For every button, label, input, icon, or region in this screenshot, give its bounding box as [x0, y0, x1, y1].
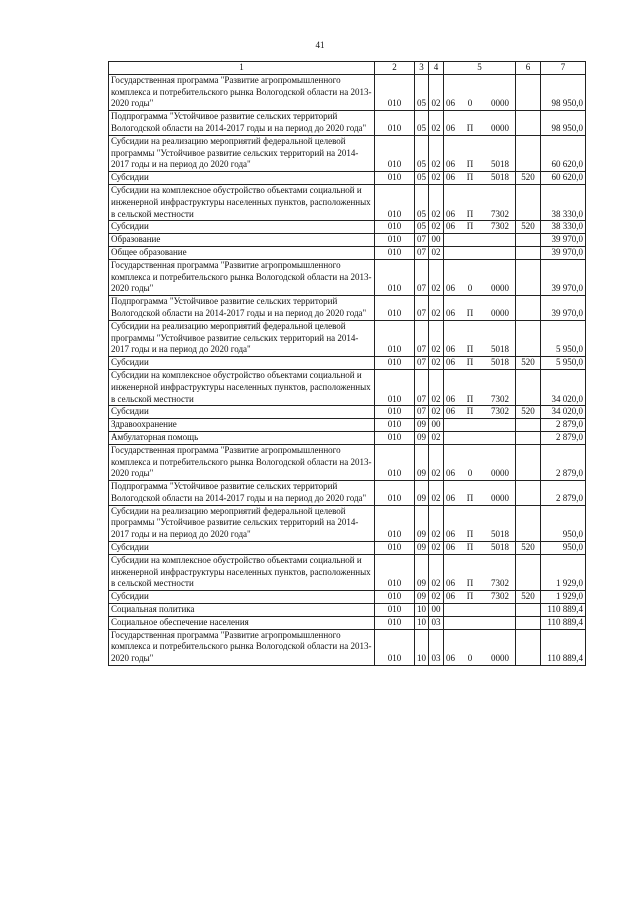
csr-code: 0000 — [491, 307, 509, 318]
row-name: Субсидии — [109, 542, 375, 555]
row-podrazdel: 02 — [429, 591, 444, 604]
csr-code: 0000 — [491, 98, 509, 109]
csr-program: 06 — [446, 221, 455, 232]
row-vedomstvo: 010 — [375, 172, 415, 185]
csr-program: 06 — [446, 653, 455, 664]
csr-code: 5018 — [491, 344, 509, 355]
row-expense-type: 520 — [516, 221, 541, 234]
row-target-article — [444, 246, 516, 259]
row-expense-type: 520 — [516, 357, 541, 370]
csr-subprogram: П — [466, 172, 474, 183]
row-podrazdel: 02 — [429, 444, 444, 480]
row-name: Здравоохранение — [109, 419, 375, 432]
row-target-article — [444, 320, 516, 356]
row-expense-type — [516, 259, 541, 295]
table-row — [109, 419, 586, 432]
row-expense-type: 520 — [516, 406, 541, 419]
row-podrazdel: 02 — [429, 74, 444, 110]
table-row — [109, 431, 586, 444]
row-expense-type — [516, 246, 541, 259]
row-expense-type: 520 — [516, 542, 541, 555]
row-target-article — [444, 74, 516, 110]
csr-subprogram: 0 — [467, 98, 473, 109]
row-razdel: 07 — [415, 259, 429, 295]
header-col-5: 5 — [444, 62, 516, 75]
row-target-article — [444, 629, 516, 665]
table-row — [109, 591, 586, 604]
csr-subprogram: 0 — [467, 653, 473, 664]
row-amount: 5 950,0 — [541, 320, 586, 356]
row-target-article — [444, 444, 516, 480]
row-target-article — [444, 172, 516, 185]
table-row — [109, 505, 586, 541]
row-name: Государственная программа "Развитие агропромышленного комплекса и потребительского рынка Вологодской области на 2013-2020 годы" — [109, 629, 375, 665]
row-podrazdel: 02 — [429, 259, 444, 295]
csr-subprogram: П — [466, 307, 474, 318]
row-vedomstvo: 010 — [375, 616, 415, 629]
row-expense-type — [516, 505, 541, 541]
row-amount: 2 879,0 — [541, 444, 586, 480]
row-expense-type — [516, 616, 541, 629]
csr-program: 06 — [446, 208, 455, 219]
row-razdel: 07 — [415, 369, 429, 405]
row-target-article — [444, 184, 516, 220]
table-body — [109, 62, 586, 666]
table-row — [109, 172, 586, 185]
csr-program: 06 — [446, 159, 455, 170]
row-vedomstvo: 010 — [375, 369, 415, 405]
row-razdel: 09 — [415, 542, 429, 555]
csr-program: 06 — [446, 393, 455, 404]
row-expense-type — [516, 184, 541, 220]
csr-subprogram: П — [466, 542, 474, 553]
row-amount: 98 950,0 — [541, 111, 586, 136]
row-name: Субсидии — [109, 221, 375, 234]
row-podrazdel: 02 — [429, 296, 444, 321]
row-vedomstvo: 010 — [375, 184, 415, 220]
row-expense-type — [516, 604, 541, 617]
row-name: Амбулаторная помощь — [109, 431, 375, 444]
csr-code: 7302 — [491, 221, 509, 232]
row-podrazdel: 00 — [429, 419, 444, 432]
csr-code: 0000 — [491, 468, 509, 479]
row-vedomstvo: 010 — [375, 431, 415, 444]
table-row — [109, 604, 586, 617]
row-podrazdel: 02 — [429, 431, 444, 444]
row-vedomstvo: 010 — [375, 357, 415, 370]
csr-subprogram: П — [466, 406, 474, 417]
csr-program: 06 — [446, 307, 455, 318]
csr-code: 5018 — [491, 529, 509, 540]
row-name: Субсидии на комплексное обустройство объектами социальной и инженерной инфраструктуры населенных пунктов, расположенных в сельской местности — [109, 554, 375, 590]
csr-program: 06 — [446, 122, 455, 133]
table-row — [109, 357, 586, 370]
row-target-article — [444, 481, 516, 506]
row-podrazdel: 03 — [429, 629, 444, 665]
table-row — [109, 296, 586, 321]
row-target-article — [444, 591, 516, 604]
row-expense-type: 520 — [516, 591, 541, 604]
row-razdel: 10 — [415, 604, 429, 617]
row-name: Государственная программа "Развитие агропромышленного комплекса и потребительского рынка Вологодской области на 2013-2020 годы" — [109, 444, 375, 480]
row-razdel: 07 — [415, 234, 429, 247]
row-vedomstvo: 010 — [375, 320, 415, 356]
row-razdel: 09 — [415, 554, 429, 590]
row-vedomstvo: 010 — [375, 234, 415, 247]
row-name: Субсидии — [109, 172, 375, 185]
row-amount: 39 970,0 — [541, 296, 586, 321]
csr-code: 7302 — [491, 591, 509, 602]
row-vedomstvo: 010 — [375, 554, 415, 590]
row-vedomstvo: 010 — [375, 629, 415, 665]
table-row — [109, 135, 586, 171]
csr-program: 06 — [446, 468, 455, 479]
row-name: Общее образование — [109, 246, 375, 259]
csr-program: 06 — [446, 357, 455, 368]
budget-table — [108, 61, 586, 666]
row-amount: 39 970,0 — [541, 234, 586, 247]
row-name: Субсидии на реализацию мероприятий федеральной целевой программы "Устойчивое развитие сельских территорий на 2014-2017 годы и на период до 2020 года" — [109, 505, 375, 541]
page-number: 41 — [315, 40, 325, 50]
row-vedomstvo: 010 — [375, 481, 415, 506]
row-name: Субсидии на комплексное обустройство объектами социальной и инженерной инфраструктуры населенных пунктов, расположенных в сельской местности — [109, 184, 375, 220]
row-razdel: 10 — [415, 616, 429, 629]
table-header-row — [109, 62, 586, 75]
table-row — [109, 616, 586, 629]
row-podrazdel: 02 — [429, 542, 444, 555]
row-target-article — [444, 259, 516, 295]
table-row — [109, 74, 586, 110]
row-razdel: 09 — [415, 419, 429, 432]
row-amount: 950,0 — [541, 542, 586, 555]
row-name: Социальное обеспечение населения — [109, 616, 375, 629]
csr-code: 0000 — [491, 122, 509, 133]
row-amount: 39 970,0 — [541, 246, 586, 259]
csr-subprogram: П — [466, 393, 474, 404]
row-expense-type — [516, 135, 541, 171]
row-name: Социальная политика — [109, 604, 375, 617]
row-target-article — [444, 111, 516, 136]
row-amount: 60 620,0 — [541, 172, 586, 185]
row-expense-type — [516, 431, 541, 444]
row-amount: 2 879,0 — [541, 431, 586, 444]
row-podrazdel: 02 — [429, 221, 444, 234]
table-row — [109, 234, 586, 247]
csr-subprogram: П — [466, 591, 474, 602]
table-row — [109, 320, 586, 356]
csr-subprogram: П — [466, 357, 474, 368]
row-vedomstvo: 010 — [375, 259, 415, 295]
row-amount: 38 330,0 — [541, 221, 586, 234]
row-amount: 5 950,0 — [541, 357, 586, 370]
row-vedomstvo: 010 — [375, 111, 415, 136]
header-col-2: 2 — [375, 62, 415, 75]
row-vedomstvo: 010 — [375, 505, 415, 541]
row-podrazdel: 02 — [429, 357, 444, 370]
csr-code: 0000 — [491, 492, 509, 503]
row-razdel: 09 — [415, 444, 429, 480]
row-target-article — [444, 431, 516, 444]
row-vedomstvo: 010 — [375, 296, 415, 321]
csr-subprogram: П — [466, 208, 474, 219]
row-expense-type — [516, 111, 541, 136]
row-expense-type — [516, 444, 541, 480]
table-row — [109, 444, 586, 480]
row-podrazdel: 02 — [429, 111, 444, 136]
row-target-article — [444, 406, 516, 419]
row-amount: 60 620,0 — [541, 135, 586, 171]
row-razdel: 05 — [415, 111, 429, 136]
row-podrazdel: 02 — [429, 172, 444, 185]
row-vedomstvo: 010 — [375, 246, 415, 259]
row-podrazdel: 02 — [429, 184, 444, 220]
row-vedomstvo: 010 — [375, 591, 415, 604]
table-row — [109, 481, 586, 506]
row-expense-type — [516, 369, 541, 405]
csr-code: 7302 — [491, 406, 509, 417]
row-name: Субсидии на реализацию мероприятий федеральной целевой программы "Устойчивое развитие сельских территорий на 2014-2017 годы и на период до 2020 года" — [109, 135, 375, 171]
csr-program: 06 — [446, 492, 455, 503]
row-name: Субсидии — [109, 406, 375, 419]
csr-code: 5018 — [491, 159, 509, 170]
table-row — [109, 246, 586, 259]
row-podrazdel: 03 — [429, 616, 444, 629]
header-col-7: 7 — [541, 62, 586, 75]
row-podrazdel: 02 — [429, 320, 444, 356]
row-razdel: 10 — [415, 629, 429, 665]
row-razdel: 05 — [415, 135, 429, 171]
row-expense-type — [516, 320, 541, 356]
csr-subprogram: П — [466, 344, 474, 355]
csr-subprogram: П — [466, 578, 474, 589]
row-expense-type — [516, 74, 541, 110]
row-razdel: 07 — [415, 406, 429, 419]
table-row — [109, 629, 586, 665]
row-target-article — [444, 542, 516, 555]
header-col-1: 1 — [109, 62, 375, 75]
header-col-4: 4 — [429, 62, 444, 75]
row-vedomstvo: 010 — [375, 542, 415, 555]
row-amount: 2 879,0 — [541, 419, 586, 432]
row-amount: 1 929,0 — [541, 554, 586, 590]
row-amount: 34 020,0 — [541, 406, 586, 419]
row-expense-type — [516, 629, 541, 665]
row-name: Подпрограмма "Устойчивое развитие сельских территорий Вологодской области на 2014-2017 годы и на период до 2020 года" — [109, 111, 375, 136]
row-razdel: 09 — [415, 505, 429, 541]
row-amount: 38 330,0 — [541, 184, 586, 220]
row-name: Образование — [109, 234, 375, 247]
csr-program: 06 — [446, 283, 455, 294]
row-razdel: 07 — [415, 296, 429, 321]
row-razdel: 05 — [415, 172, 429, 185]
row-expense-type — [516, 554, 541, 590]
csr-subprogram: П — [466, 221, 474, 232]
row-podrazdel: 02 — [429, 135, 444, 171]
row-name: Субсидии на реализацию мероприятий федеральной целевой программы "Устойчивое развитие сельских территорий на 2014-2017 годы и на период до 2020 года" — [109, 320, 375, 356]
row-amount: 39 970,0 — [541, 259, 586, 295]
row-name: Субсидии — [109, 357, 375, 370]
row-vedomstvo: 010 — [375, 444, 415, 480]
csr-program: 06 — [446, 591, 455, 602]
row-podrazdel: 02 — [429, 246, 444, 259]
row-podrazdel: 00 — [429, 604, 444, 617]
csr-subprogram: 0 — [467, 283, 473, 294]
row-razdel: 07 — [415, 246, 429, 259]
row-razdel: 05 — [415, 74, 429, 110]
row-amount: 34 020,0 — [541, 369, 586, 405]
table-row — [109, 406, 586, 419]
row-target-article — [444, 505, 516, 541]
csr-program: 06 — [446, 98, 455, 109]
row-podrazdel: 02 — [429, 554, 444, 590]
csr-code: 5018 — [491, 172, 509, 183]
row-razdel: 07 — [415, 357, 429, 370]
table-row — [109, 184, 586, 220]
csr-code: 0000 — [491, 653, 509, 664]
row-podrazdel: 02 — [429, 369, 444, 405]
row-razdel: 09 — [415, 591, 429, 604]
row-name: Государственная программа "Развитие агропромышленного комплекса и потребительского рынка Вологодской области на 2013-2020 годы" — [109, 259, 375, 295]
row-expense-type — [516, 481, 541, 506]
row-expense-type: 520 — [516, 172, 541, 185]
row-target-article — [444, 616, 516, 629]
row-podrazdel: 02 — [429, 505, 444, 541]
csr-subprogram: П — [466, 529, 474, 540]
table-row — [109, 369, 586, 405]
row-razdel: 09 — [415, 431, 429, 444]
row-amount: 2 879,0 — [541, 481, 586, 506]
csr-program: 06 — [446, 529, 455, 540]
csr-code: 0000 — [491, 283, 509, 294]
table-row — [109, 259, 586, 295]
row-target-article — [444, 135, 516, 171]
row-target-article — [444, 604, 516, 617]
row-vedomstvo: 010 — [375, 135, 415, 171]
row-vedomstvo: 010 — [375, 221, 415, 234]
csr-subprogram: П — [466, 122, 474, 133]
row-vedomstvo: 010 — [375, 406, 415, 419]
row-expense-type — [516, 419, 541, 432]
table-row — [109, 111, 586, 136]
csr-program: 06 — [446, 406, 455, 417]
row-target-article — [444, 221, 516, 234]
row-name: Субсидии — [109, 591, 375, 604]
row-vedomstvo: 010 — [375, 419, 415, 432]
csr-code: 5018 — [491, 357, 509, 368]
csr-program: 06 — [446, 542, 455, 553]
row-name: Субсидии на комплексное обустройство объектами социальной и инженерной инфраструктуры населенных пунктов, расположенных в сельской местности — [109, 369, 375, 405]
row-amount: 110 889,4 — [541, 604, 586, 617]
row-razdel: 05 — [415, 221, 429, 234]
row-razdel: 07 — [415, 320, 429, 356]
row-target-article — [444, 234, 516, 247]
row-name: Подпрограмма "Устойчивое развитие сельских территорий Вологодской области на 2014-2017 годы и на период до 2020 года" — [109, 481, 375, 506]
row-amount: 950,0 — [541, 505, 586, 541]
row-expense-type — [516, 296, 541, 321]
row-target-article — [444, 419, 516, 432]
row-amount: 1 929,0 — [541, 591, 586, 604]
csr-program: 06 — [446, 172, 455, 183]
csr-code: 7302 — [491, 208, 509, 219]
row-name: Подпрограмма "Устойчивое развитие сельских территорий Вологодской области на 2014-2017 годы и на период до 2020 года" — [109, 296, 375, 321]
row-target-article — [444, 554, 516, 590]
csr-program: 06 — [446, 344, 455, 355]
row-target-article — [444, 357, 516, 370]
header-col-3: 3 — [415, 62, 429, 75]
csr-subprogram: П — [466, 492, 474, 503]
row-name: Государственная программа "Развитие агропромышленного комплекса и потребительского рынка Вологодской области на 2013-2020 годы" — [109, 74, 375, 110]
table-row — [109, 542, 586, 555]
csr-subprogram: П — [466, 159, 474, 170]
row-expense-type — [516, 234, 541, 247]
row-podrazdel: 02 — [429, 481, 444, 506]
row-vedomstvo: 010 — [375, 604, 415, 617]
row-razdel: 05 — [415, 184, 429, 220]
row-amount: 110 889,4 — [541, 629, 586, 665]
row-razdel: 09 — [415, 481, 429, 506]
row-podrazdel: 00 — [429, 234, 444, 247]
csr-program: 06 — [446, 578, 455, 589]
csr-code: 7302 — [491, 578, 509, 589]
csr-subprogram: 0 — [467, 468, 473, 479]
header-col-6: 6 — [516, 62, 541, 75]
csr-code: 5018 — [491, 542, 509, 553]
table-row — [109, 221, 586, 234]
row-target-article — [444, 296, 516, 321]
csr-code: 7302 — [491, 393, 509, 404]
row-vedomstvo: 010 — [375, 74, 415, 110]
row-podrazdel: 02 — [429, 406, 444, 419]
row-target-article — [444, 369, 516, 405]
row-amount: 110 889,4 — [541, 616, 586, 629]
row-amount: 98 950,0 — [541, 74, 586, 110]
table-row — [109, 554, 586, 590]
